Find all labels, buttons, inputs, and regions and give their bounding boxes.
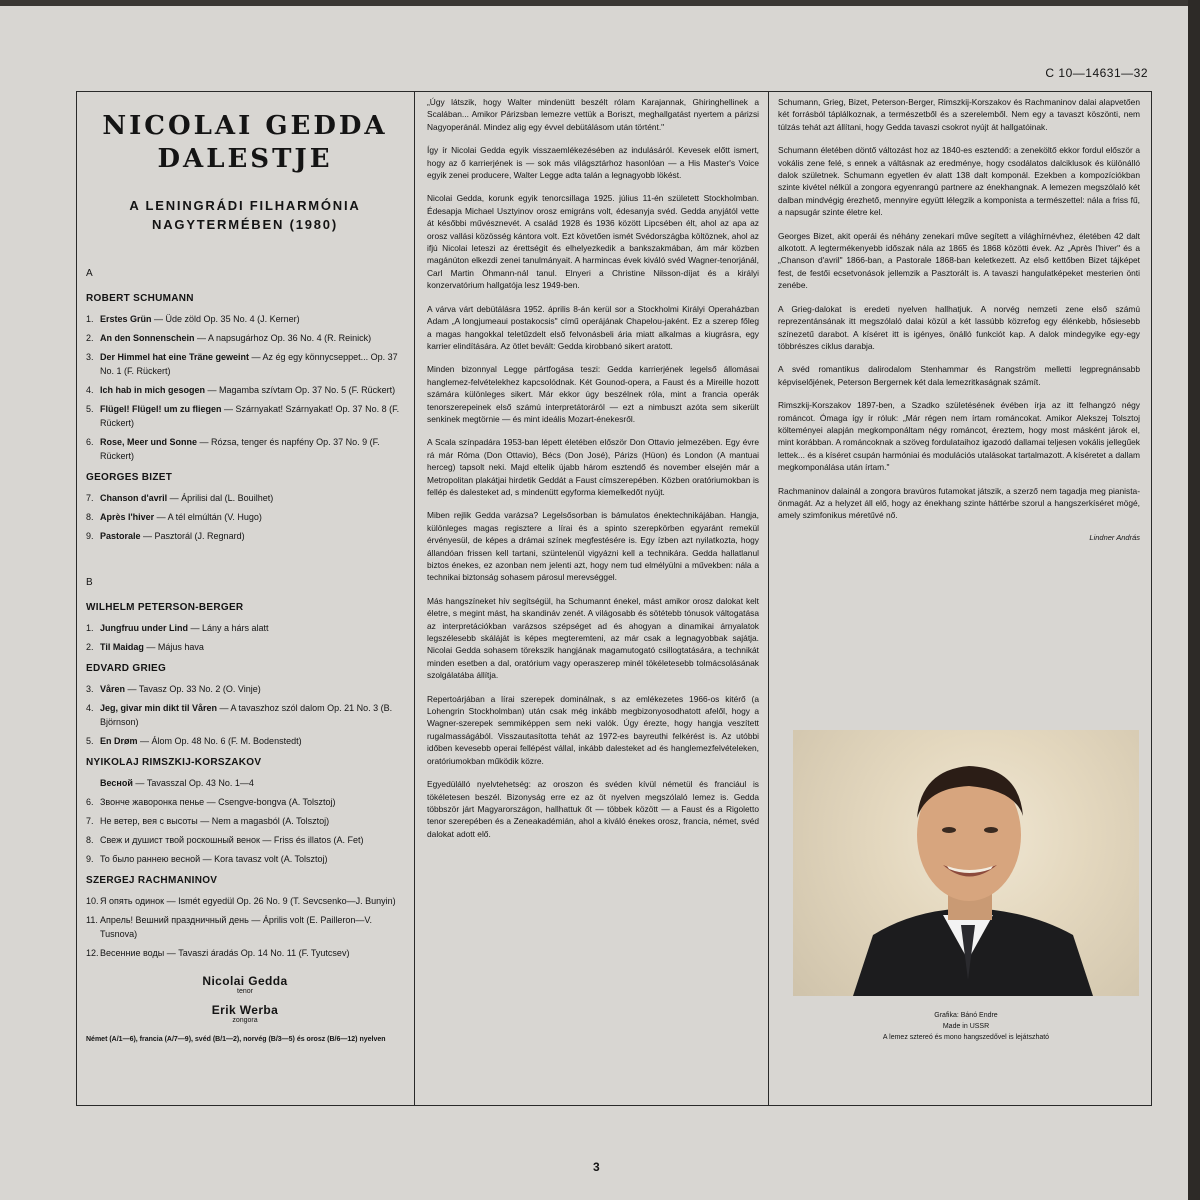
- track-text: [100, 491, 404, 505]
- track-number: 1.: [86, 623, 94, 633]
- notes-paragraph: Rimszkij-Korszakov 1897-ben, a Szadko születésének évében írja az itt felhangzó négy románcot. Ómaga így ír róluk: „Már régen nem írtam románcokat. Amikor Alekszej Tolsztoj költeményei alapján megkomponáltam négy románcot, éreztem, hogy most másként járok el, mint korábban. A románcoknak a szöveg fordulataihoz igazodó dallamai teljesen vokális jellegűek lettek... és a kíséret csupán harmóniai és modulációs utalásokat tartalmazott. A kíséretet a dallam megkomponálása után írtam.": [778, 400, 1140, 473]
- performer-name: Nicolai Gedda: [202, 974, 288, 988]
- track-details: — Szárnyakat! Szárnyakat! Op. 37 No. 8 (F. Rückert): [100, 404, 400, 428]
- notes-paragraph: Schumann életében döntő változást hoz az 1840-es esztendő: a zeneköltő ekkor fordul először a vokális zene felé, s ennek a váltásnak az eredménye, hogy csodálatos dalciklusok és különálló dalok születnek. Schumann egyetlen év alatt 138 dalt komponál. Ezekben a kompozíciókban szinte kivétel nélkül a zongora egyenrangú partnere az énekhangnak. A lemezen megszólaló két dalban mindvégig érezhető, mennyire együtt lélegzik a komponista a természettel: nála a friss fű, a napsugár szinte életre kel.: [778, 145, 1140, 218]
- essay-paragraph: „Úgy látszik, hogy Walter mindenütt beszélt rólam Karajannak, Ghiringhellinek a Scalában... Amikor Párizsban lemezre vettük a Boriszt, meghallgatást nyertem a párizsi Nagyoperánál. Mindez alig egy évvel debütálásom után történt.": [427, 97, 759, 132]
- portrait-photo: [793, 730, 1139, 996]
- track-title: Erstes Grün: [100, 314, 152, 324]
- essay-column: [427, 96, 759, 851]
- track-title: Rose, Meer und Sonne: [100, 437, 198, 447]
- composer-heading: ROBERT SCHUMANN: [86, 293, 194, 304]
- track-details: Звонче жаворонка пенье — Csengve-bongva (A. Tolsztoj): [100, 797, 336, 807]
- track-list-schumann: [86, 312, 404, 463]
- track-title: Våren: [100, 684, 126, 694]
- track-details: Я опять одинок — Ismét egyedül Op. 26 No. 9 (T. Sevcsenko—J. Bunyin): [100, 896, 396, 906]
- languages-note: Német (A/1—6), francia (A/7—9), svéd (B/1—2), norvég (B/3—5) és orosz (B/6—12) nyelven: [86, 1036, 386, 1043]
- track-list-bizet: [86, 491, 404, 543]
- composer-heading: WILHELM PETERSON-BERGER: [86, 602, 244, 613]
- track-number: 7.: [86, 493, 94, 503]
- stamp-mark: 3: [593, 1160, 600, 1174]
- track-number: 9.: [86, 854, 94, 864]
- track-title: En Drøm: [100, 736, 138, 746]
- track-text: [100, 383, 404, 397]
- track-details: — Üde zöld Op. 35 No. 4 (J. Kerner): [151, 314, 300, 324]
- track-number: 10.: [86, 896, 99, 906]
- track-text: [100, 331, 404, 345]
- performer-role: tenor: [237, 988, 253, 995]
- track-text: [100, 852, 404, 866]
- track-text: [100, 435, 404, 463]
- track-text: [100, 734, 404, 748]
- title-line: NICOLAI GEDDA: [102, 111, 388, 141]
- track-text: [100, 529, 404, 543]
- side-a-label: A: [86, 268, 93, 279]
- track-item: [86, 894, 404, 908]
- track-number: 12.: [86, 948, 99, 958]
- track-title: Der Himmel hat eine Träne geweint: [100, 352, 250, 362]
- track-details: — Tavasszal Op. 43 No. 1—4: [132, 778, 254, 788]
- performer-name: Erik Werba: [211, 1003, 279, 1017]
- track-number: 1.: [86, 314, 94, 324]
- notes-paragraph: Rachmaninov dalainál a zongora bravúros futamokat játszik, a szerző nem tagadja meg pianista-önmagát. Az a helyzet áll elő, hogy az énekhang szinte háttérbe szorul a hangszerkíséret mögé, amely szimfonikus méretűvé nő.: [778, 485, 1140, 521]
- track-details: — Május hava: [143, 642, 204, 652]
- track-number: 2.: [86, 642, 94, 652]
- essay-paragraph: Minden bizonnyal Legge pártfogása teszi: Gedda karrierjének legelső állomásai hanglemez-felvételekhez kapcsolódnak. Két Gounod-opera, a Faust és a Mireille hozott számára különleges sikert. Már ekkor úgy beszélnek róla, mint a francia operák tenorszerepeinek első számú interpretátoráról — ezt a nimbuszt azóta sem sikerült senkinek megtörnie — és mint ideális Mozart-énekesről.: [427, 364, 759, 424]
- column-divider-1: [414, 91, 415, 1106]
- track-number: 4.: [86, 703, 94, 713]
- track-text: [100, 350, 404, 378]
- track-item: [86, 510, 404, 524]
- track-details: — Az ég egy könnycseppet... Op. 37 No. 1 (F. Rückert): [100, 352, 398, 376]
- portrait-illustration: [793, 730, 1139, 996]
- essay-paragraph: Nicolai Gedda, korunk egyik tenorcsillaga 1925. július 11-én született Stockholmban. Édesapja Michael Usztyinov orosz emigráns volt, édesanyja svéd. Gedda anyjától vette át későbbi művésznevét. A család 1928 és 1936 között Lipcsében élt, ahol az apa az orosz vallási közösség kántora volt. Ezt követően ismét Svédországba költöznek, ahol az ifjú Nicolai leteszi az érettségit és elhelyezkedik a bankszakmában, ám már közben magánúton elkezdi zenei tanulmányait. A harmincas évek kiváló svéd Wagner-tenorjánál, Carl Martin Öhmann-nál tanul. Elnyeri a Christine Nilsson-díjat és a királyi konzervatórium hallgatója lesz 1949-ben.: [427, 193, 759, 291]
- track-item: [86, 946, 404, 960]
- track-text: [100, 510, 404, 524]
- album-subtitle: [86, 196, 404, 234]
- track-text: [100, 833, 404, 847]
- essay-paragraph: Miben rejlik Gedda varázsa? Legelsősorban is bámulatos énektechnikájában. Hangja, különleges magas regisztere a lírai és a spinto szerepkörben egyaránt remekül érvényesül, de képes a drámai színek megfestésére is. Egy ízben azt nyilatkozta, hogy állandóan frissen kell tartani, szüntelenül vigyázni kell a technikára. Gedda hallatlanul biztos énekes, ez azonban nem jelenti azt, hogy nem tud elmélyülni a művekben: nála a technikai biztonság sohasem párosul merevséggel.: [427, 510, 759, 583]
- track-details: Апрель! Вешний праздничный день — Április volt (E. Pailleron—V. Tusnova): [100, 915, 373, 939]
- track-item: [86, 776, 404, 790]
- album-title: [86, 110, 404, 176]
- catalog-number: C 10—14631—32: [1045, 66, 1148, 80]
- track-title: Pastorale: [100, 531, 141, 541]
- track-list-rimsky: [86, 776, 404, 866]
- track-item: [86, 833, 404, 847]
- track-item: [86, 913, 404, 941]
- title-line: DALESTJE: [157, 144, 333, 174]
- composer-heading: SZERGEJ RACHMANINOV: [86, 875, 218, 886]
- track-item: [86, 814, 404, 828]
- track-details: — Pasztorál (J. Regnard): [140, 531, 245, 541]
- track-text: [100, 795, 404, 809]
- track-title: Til Maidag: [100, 642, 144, 652]
- track-item: [86, 491, 404, 505]
- track-number: 8.: [86, 835, 94, 845]
- notes-paragraph: Georges Bizet, akit operái és néhány zenekari műve segített a világhírnévhez, életében 42 dalt alkotott. A legtermékenyebb időszak nála az 1865 és 1868 közötti évek. Az „Après l'hiver" és a „Chanson d'avril" 1866-ban, a Pastorale 1868-ban keletkezett. Az első kettőben Bizet tájképet fest, de festői ecsetvonások jellemzik a Pasztorált is. A tavaszi hangulatképeket mesterien önti zenébe.: [778, 230, 1140, 291]
- notes-paragraph: A Grieg-dalokat is eredeti nyelven hallhatjuk. A norvég nemzeti zene első számú reprezentánsának itt megszólaló dalai közül a két lassúbb közrefog egy élénkebb, hősiesebb színezetű darabot. A kíséret itt is igényes, önálló funkciót kap. A dalok mindegyike egy-egy többrészes ciklus darabja.: [778, 303, 1140, 351]
- track-number: 8.: [86, 512, 94, 522]
- side-b-label: B: [86, 577, 93, 588]
- essay-paragraph: Más hangszíneket hív segítségül, ha Schumannt énekel, mást amikor orosz dalokat kelt életre, s megint mást, ha skandináv zenét. A világosabb és sötétebb tónusok váltogatása az interpretációkban varázsos szépséget ad és ahogyan a dinamikai árnyalatok legszélesebb skáláját is képes megteremteni, az már csak a legnagyobbak sajátja. Nicolai Gedda sohasem törekszik hangjának magamutogató csillogtatására, a technikát minden esetben a dal, oratórium vagy operaszerep minél tökéletesebb tolmácsolásának szolgálatába állítja.: [427, 595, 759, 681]
- track-number: 7.: [86, 816, 94, 826]
- track-item: [86, 312, 404, 326]
- track-details: Весенние воды — Tavaszi áradás Op. 14 No. 11 (F. Tyutcsev): [100, 948, 350, 958]
- track-details: — A tél elmúltán (V. Hugo): [154, 512, 262, 522]
- track-list-grieg: [86, 682, 404, 748]
- track-text: [100, 312, 404, 326]
- track-title: Jeg, givar min dikt til Våren: [100, 703, 218, 713]
- track-details: — Magamba szívtam Op. 37 No. 5 (F. Rückert): [205, 385, 396, 395]
- track-item: [86, 682, 404, 696]
- track-item: [86, 350, 404, 378]
- track-details: — Áprilisi dal (L. Bouilhet): [167, 493, 274, 503]
- track-number: 2.: [86, 333, 94, 343]
- notes-paragraph: A svéd romantikus dalirodalom Stenhammar és Rangström melletti legpregnánsabb képviselőjének, Peterson Bergernek két dala lemezritkaságnak számít.: [778, 364, 1140, 387]
- track-details: — Tavasz Op. 33 No. 2 (O. Vinje): [125, 684, 261, 694]
- performers: [86, 974, 404, 1024]
- track-details: — Álom Op. 48 No. 6 (F. M. Bodenstedt): [137, 736, 302, 746]
- programme-column: [86, 100, 404, 1045]
- track-text: [100, 913, 404, 941]
- track-number: 3.: [86, 352, 94, 362]
- track-item: [86, 529, 404, 543]
- track-text: [100, 402, 404, 430]
- track-text: [100, 814, 404, 828]
- track-text: [100, 776, 404, 790]
- track-number: 5.: [86, 404, 94, 414]
- track-item: [86, 435, 404, 463]
- track-title: Весной: [100, 778, 133, 788]
- track-number: 5.: [86, 736, 94, 746]
- track-details: — Lány a hárs alatt: [188, 623, 269, 633]
- track-number: 6.: [86, 797, 94, 807]
- credit-line: Grafika: Bánó Endre: [934, 1012, 998, 1019]
- essay-paragraph: Így ír Nicolai Gedda egyik visszaemlékezésében az indulásáról. Kevesek előtt ismert, hogy az ő karrierjének is — sok más világsztárhoz hasonlóan — a His Master's Voice egyik zenei producere, Walter Legge adta talán a legnagyobb lökést.: [427, 145, 759, 181]
- track-number: 6.: [86, 437, 94, 447]
- track-text: [100, 682, 404, 696]
- track-title: Ich hab in mich gesogen: [100, 385, 206, 395]
- track-details: — A napsugárhoz Op. 36 No. 4 (R. Reinick): [194, 333, 372, 343]
- track-title: Flügel! Flügel! um zu fliegen: [100, 404, 222, 414]
- track-item: [86, 331, 404, 345]
- track-text: [100, 946, 404, 960]
- author-signature: Lindner András: [1089, 532, 1140, 542]
- track-details: — Rózsa, tenger és napfény Op. 37 No. 9 (F. Rückert): [100, 437, 380, 461]
- track-text: [100, 894, 404, 908]
- track-number: [86, 776, 100, 790]
- essay-paragraph: Egyedülálló nyelvtehetség: az oroszon és svéden kívül németül és franciául is tökéletesen beszél. Bizonyság erre ez az öt nyelven megszólaló lemez is. Gedda többször járt Magyarországon, hallhattuk őt — többek között — a Faust és a Rigoletto tenor szerepében és a Zeneakadémián, ahol a kiváló énekes orosz, francia, német, svéd dalokat adott elő.: [427, 779, 759, 839]
- track-details: Свеж и душист твой роскошный венок — Friss és illatos (A. Fet): [100, 835, 364, 845]
- subtitle-line: NAGYTERMÉBEN (1980): [152, 217, 338, 232]
- track-item: [86, 734, 404, 748]
- subtitle-line: A LENINGRÁDI FILHARMÓNIA: [129, 198, 361, 213]
- track-list-rachmaninov: [86, 894, 404, 960]
- credits: [793, 1010, 1139, 1043]
- track-item: [86, 402, 404, 430]
- track-item: [86, 795, 404, 809]
- column-divider-2: [768, 91, 769, 1106]
- track-text: [100, 621, 404, 635]
- track-title: Chanson d'avril: [100, 493, 168, 503]
- track-details: То было раннею весной — Kora tavasz volt (A. Tolsztoj): [100, 854, 328, 864]
- track-text: [100, 640, 404, 654]
- track-details: — A tavaszhoz szól dalom Op. 21 No. 3 (B. Björnson): [100, 703, 393, 727]
- composer-heading: NYIKOLAJ RIMSZKIJ-KORSZAKOV: [86, 757, 262, 768]
- track-item: [86, 621, 404, 635]
- sleeve-edge-right: [1188, 0, 1200, 1200]
- track-number: 4.: [86, 385, 94, 395]
- track-title: Jungfruu under Lind: [100, 623, 188, 633]
- essay-paragraph: A Scala színpadára 1953-ban lépett életében először Don Ottavio jelmezében. Egy évre rá már Róma (Don Ottavio), Bécs (Don José), Párizs (Hüon) és London (A mantuai herceg) tapsolt neki. Majd eltelik újabb három esztendő és november elsején már a Metropolitan plakátjai hirdetik Geddát a Faust címszerepében. Közben oratóriumokban is fellép és dalesteket ad, s mindenütt egyforma kiemelkedőt nyújt.: [427, 437, 759, 497]
- essay-paragraph: Repertoárjában a lírai szerepek dominálnak, s az emlékezetes 1966-os kitérő (a Lohengrin Stockholmban) után csak még inkább megbizonyosodhatott afelől, hogy a Wagner-szerepek semmiképpen sem neki valók. Úgy érezte, hogy hangja veszített rugalmasságából. Visszautasította tehát az 1972-es bayreuthi felkérést is. Az utóbbi időben kevesebb operai fellépést vállal, inkább dalesteket ad és hanglemezfelvételeken, oratóriumokban működik közre.: [427, 693, 759, 766]
- track-item: [86, 640, 404, 654]
- track-text: [100, 701, 404, 729]
- credit-line: A lemez sztereó és mono hangszedővel is lejátszható: [882, 1034, 1050, 1041]
- track-list-peterson: [86, 621, 404, 654]
- track-number: 3.: [86, 684, 94, 694]
- performer-role: zongora: [232, 1017, 258, 1024]
- notes-column: [778, 96, 1140, 542]
- track-item: [86, 701, 404, 729]
- composer-heading: GEORGES BIZET: [86, 472, 173, 483]
- track-item: [86, 852, 404, 866]
- track-number: 9.: [86, 531, 94, 541]
- credit-line: Made in USSR: [942, 1023, 990, 1030]
- track-details: Не ветер, вея с высоты — Nem a magasból (A. Tolsztoj): [100, 816, 330, 826]
- essay-paragraph: A várva várt debütálásra 1952. április 8-án kerül sor a Stockholmi Királyi Operaházban Adam „A longjumeaui postakocsis" című operájának Chapelou-jaként. Ez a szerep főleg a magas hangokkal teletűzdelt első felvonásbeli ária miatt alkalmas a kiugrásra, egy karrier elindítására. Az ötlet bevált: Gedda kirobbanó sikert aratott.: [427, 303, 759, 351]
- composer-heading: EDVARD GRIEG: [86, 663, 167, 674]
- track-title: Après l'hiver: [100, 512, 155, 522]
- sleeve-edge-top: [0, 0, 1200, 6]
- track-item: [86, 383, 404, 397]
- notes-paragraph: Schumann, Grieg, Bizet, Peterson-Berger, Rimszkij-Korszakov és Rachmaninov dalai alapvetően két forrásból táplálkoznak, a természetből és a szerelemből. Nem egy a tavaszt köszönti, nem túlzás tehát azt állítani, hogy Gedda tavaszi csokrot nyújt át hallgatóinak.: [778, 97, 1140, 132]
- track-title: An den Sonnenschein: [100, 333, 195, 343]
- track-number: 11.: [86, 915, 98, 925]
